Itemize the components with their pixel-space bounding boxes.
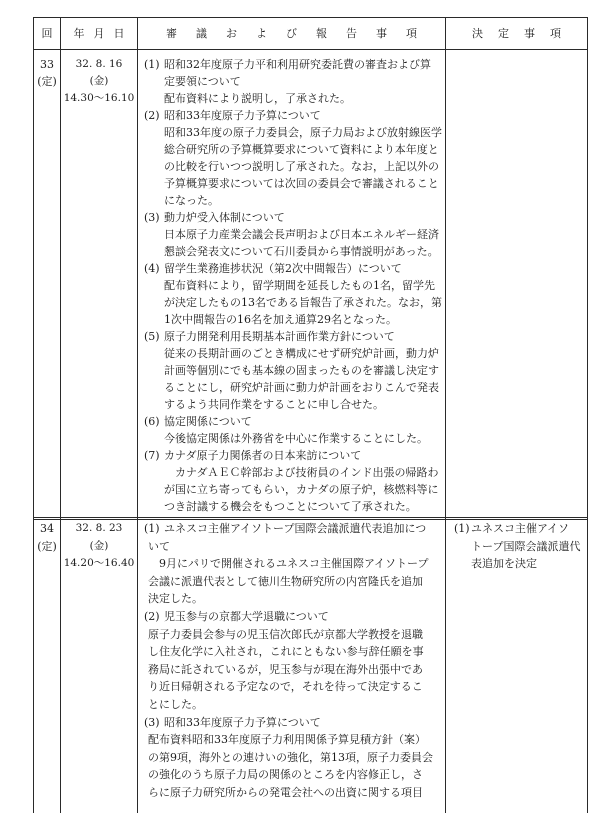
agenda-item bbox=[138, 520, 445, 608]
agenda-item bbox=[138, 209, 445, 260]
item-body-line: 日本原子力産業会議会長声明および日本エネルギー経済 bbox=[164, 228, 439, 241]
item-number: (3) bbox=[144, 211, 160, 224]
item-body-line: の第9項，海外との連けいの強化，第13項，原子力委員会 bbox=[148, 750, 433, 764]
round-cell bbox=[34, 50, 60, 517]
item-body-line: 従来の長期計画のごとき構成にせず研究炉計画，動力炉 bbox=[164, 347, 439, 360]
item-body-line: らに原子力研究所からの発電会社への出資に関する項目 bbox=[148, 785, 423, 799]
item-number: (2) bbox=[144, 609, 160, 623]
agenda-item bbox=[138, 413, 445, 447]
meeting-time: 14.30～16.10 bbox=[63, 92, 135, 104]
item-body-line: し住友化学に入社され，これにともない参与辞任願を事 bbox=[148, 645, 424, 659]
agenda-item bbox=[138, 328, 445, 413]
item-body-line: 務局に託されているが，児玉参与が現在海外出張中であ bbox=[148, 662, 423, 676]
item-number: (1) bbox=[144, 58, 160, 71]
agenda-item bbox=[138, 260, 445, 328]
meeting-type: (定) bbox=[37, 75, 57, 88]
item-body-line: 決定した。 bbox=[148, 592, 203, 606]
item-body-line: 会議に派遣代表として徳川生物研究所の内宮隆氏を追加 bbox=[148, 574, 423, 588]
minutes-table bbox=[33, 17, 588, 813]
agenda-item bbox=[138, 714, 445, 802]
date-cell bbox=[61, 50, 137, 517]
item-body-line: 総合研究所の予算概算要求について資料により本年度と bbox=[164, 143, 439, 156]
round-number: 34 bbox=[40, 522, 54, 535]
item-number: (1) bbox=[144, 522, 160, 535]
item-title-line: 留学生業務進捗状況（第2次中間報告）について bbox=[164, 262, 402, 275]
item-title-line: 昭和32年度原子力平和利用研究委託費の審査および算 bbox=[164, 58, 431, 71]
meeting-weekday: (金) bbox=[89, 539, 109, 552]
item-body-line: とにした。 bbox=[148, 697, 203, 711]
item-body-line: 懇談会発表文について石川委員から事情説明があった。 bbox=[164, 245, 439, 258]
item-body-line: が決定したもの13名である旨報告了承された。なお，第 bbox=[164, 296, 442, 309]
item-number: (5) bbox=[144, 330, 160, 343]
item-title-line: 原子力開発利用長期基本計画作業方針について bbox=[164, 330, 395, 343]
item-number: (6) bbox=[144, 415, 160, 428]
item-title-line: カナダ原子力関係者の日本来訪について bbox=[164, 449, 362, 462]
item-body-line: 配布資料により説明し，了承された。 bbox=[164, 92, 351, 105]
agenda-item bbox=[138, 56, 445, 107]
round-cell bbox=[34, 520, 60, 813]
item-title-line: 動力炉受入体制について bbox=[164, 211, 285, 224]
deliberation-cell bbox=[138, 50, 445, 517]
item-title-line: 定要領について bbox=[164, 75, 241, 88]
item-number: (2) bbox=[144, 109, 160, 122]
item-body-line: になった。 bbox=[164, 194, 219, 207]
item-number: (7) bbox=[144, 449, 160, 462]
meeting-type: (定) bbox=[37, 539, 57, 553]
meeting-time: 14.20～16.40 bbox=[63, 557, 135, 570]
item-body-line: 計画等個別にでも基本線の固まったものを審議し決定す bbox=[164, 364, 439, 377]
agenda-item bbox=[138, 107, 445, 209]
deliberation-cell bbox=[138, 520, 445, 813]
decision-number: (1) bbox=[454, 522, 470, 535]
decision-cell bbox=[446, 520, 587, 813]
table-header-row bbox=[34, 18, 587, 50]
header-deliberation: 審議および報告事項 bbox=[166, 27, 436, 40]
header-round: 回 bbox=[41, 27, 53, 40]
decision-cell bbox=[446, 50, 587, 517]
item-body-line: り近日帰朝される予定なので，それを待って決定するこ bbox=[148, 680, 423, 694]
round-number: 33 bbox=[40, 58, 54, 71]
item-body-line: 配布資料により，留学期間を延長したもの1名，留学先 bbox=[164, 279, 435, 292]
item-number: (4) bbox=[144, 262, 160, 275]
decision-item bbox=[446, 520, 587, 573]
item-title-line: 協定関係について bbox=[164, 415, 252, 428]
item-title-line: 昭和33年度原子力予算について bbox=[164, 715, 321, 729]
item-body-line: が国に立ち寄ってもらい，カナダの原子炉，核燃料等に bbox=[164, 483, 439, 496]
item-title-line: ユネスコ主催アイソトープ国際会議派遣代表追加につ bbox=[164, 522, 427, 535]
item-body-line: 原子力委員会参与の児玉信次郎氏が京都大学教授を退職 bbox=[148, 627, 423, 641]
item-body-line: の強化のうち原子力局の関係のところを内容修正し，さ bbox=[148, 768, 423, 782]
meeting-date: 32. 8. 16 bbox=[75, 58, 123, 70]
header-decision: 決定事項 bbox=[472, 27, 576, 40]
item-body-line: 今後協定関係は外務省を中心に作業することにした。 bbox=[164, 432, 428, 445]
item-title-line: 児玉参与の京都大学退職について bbox=[164, 609, 329, 623]
item-body-line: ることにし，研究炉計画に動力炉計画をおりこんで発表 bbox=[164, 381, 439, 394]
header-date: 年月日 bbox=[73, 27, 134, 40]
item-title-line: 昭和33年度原子力予算について bbox=[164, 109, 321, 122]
item-body-line: 昭和33年度の原子力委員会，原子力局および放射線医学 bbox=[164, 126, 442, 139]
item-number: (3) bbox=[144, 715, 160, 729]
item-body-line: 1次中間報告の16名を加え通算29名となった。 bbox=[164, 313, 397, 326]
item-body-line: カナダＡＥＣ幹部および技術員のインド出張の帰路わ bbox=[164, 466, 439, 479]
meeting-date: 32. 8. 23 bbox=[75, 522, 123, 534]
item-title-line: いて bbox=[148, 539, 170, 553]
item-body-line: 9月にパリで開催されるユネスコ主催国際アイソトープ bbox=[148, 557, 429, 571]
item-body-line: するよう共同作業をすることに申し合せた。 bbox=[164, 398, 384, 411]
meeting-weekday: (金) bbox=[89, 75, 109, 87]
date-cell bbox=[61, 520, 137, 813]
agenda-item bbox=[138, 447, 445, 515]
decision-line: 表追加を決定 bbox=[471, 557, 537, 571]
item-body-line: 配布資料昭和33年度原子力利用関係予算見積方針（案） bbox=[148, 733, 426, 747]
item-body-line: の比較を行いつつ説明し了承された。なお，上記以外の bbox=[164, 160, 439, 173]
item-body-line: つき討議する機会をもつことについて了承された。 bbox=[164, 500, 417, 513]
decision-line: ユネスコ主催アイソ bbox=[471, 522, 570, 535]
agenda-item bbox=[138, 608, 445, 714]
decision-line: トープ国際会議派遣代 bbox=[471, 539, 581, 553]
item-body-line: 予算概算要求については次回の委員会で審議されること bbox=[164, 177, 439, 190]
